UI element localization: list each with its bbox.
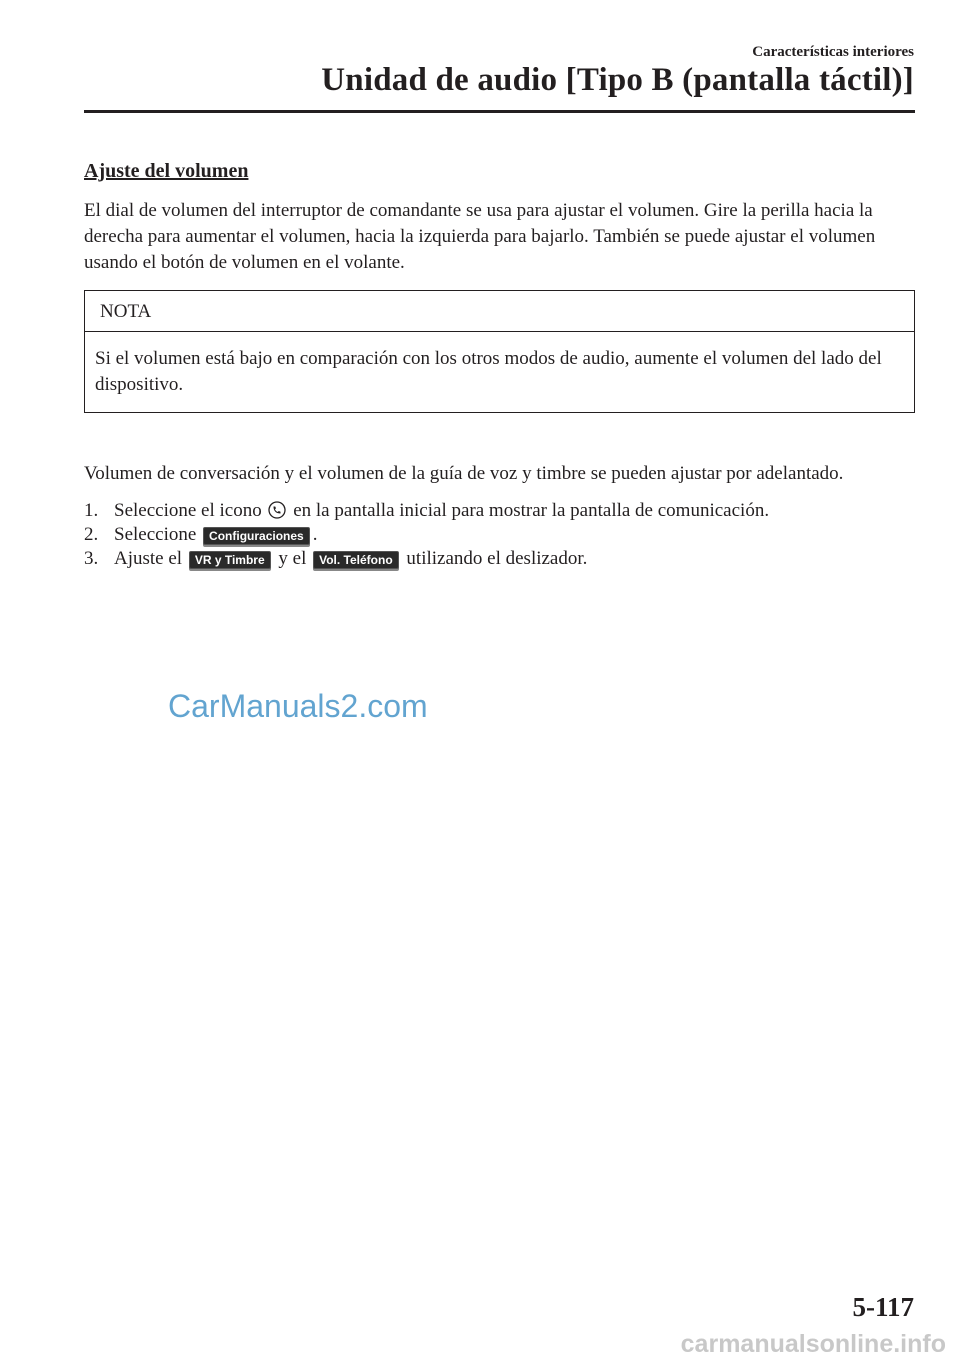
step-text	[114, 499, 769, 523]
step-number: 1.	[84, 500, 99, 521]
note-heading: NOTA	[85, 291, 914, 332]
list-item	[84, 499, 915, 523]
page-number: 5-117	[852, 1292, 914, 1322]
step-number: 2.	[84, 524, 99, 545]
note-box	[84, 290, 915, 413]
step-text	[114, 547, 587, 571]
step-text-before: Seleccione el icono	[114, 500, 262, 521]
list-item	[84, 523, 915, 547]
steps-list	[84, 499, 915, 571]
header-divider	[84, 110, 915, 113]
step-text	[114, 523, 317, 547]
vol-telefono-button: Vol. Teléfono	[313, 551, 399, 569]
note-body: Si el volumen está bajo en comparación con los otros modos de audio, aumente el volumen del lado del dispositivo.	[95, 348, 882, 395]
main-content	[84, 158, 915, 571]
intro-paragraph: El dial de volumen del interruptor de comandante se usa para ajustar el volumen. Gire la perilla hacia la derecha para aumentar el volumen, hacia la izquierda para bajarlo. También se puede ajustar el volumen usando el botón de volumen en el volante.	[84, 200, 876, 273]
phone-icon	[268, 501, 286, 519]
step-text-after: utilizando el deslizador.	[406, 548, 588, 569]
list-item	[84, 547, 915, 571]
watermark: CarManuals2.com	[168, 688, 428, 724]
step-number: 3.	[84, 548, 99, 569]
configuraciones-button: Configuraciones	[203, 527, 310, 545]
header-section-label: Características interiores	[752, 44, 914, 60]
step-text-middle: y el	[278, 548, 307, 569]
page-title: Unidad de audio [Tipo B (pantalla táctil)]	[321, 62, 914, 98]
step-text-after: .	[312, 524, 318, 545]
step-text-after: en la pantalla inicial para mostrar la pantalla de comunicación.	[293, 500, 770, 521]
conversation-volume-paragraph: Volumen de conversación y el volumen de la guía de voz y timbre se pueden ajustar por adelantado.	[84, 463, 844, 484]
section-subtitle: Ajuste del volumen	[84, 160, 249, 182]
footer-site-watermark: carmanualsonline.info	[680, 1330, 946, 1358]
step-text-before: Seleccione	[114, 524, 197, 545]
step-text-before: Ajuste el	[114, 548, 183, 569]
vr-y-timbre-button: VR y Timbre	[189, 551, 271, 569]
